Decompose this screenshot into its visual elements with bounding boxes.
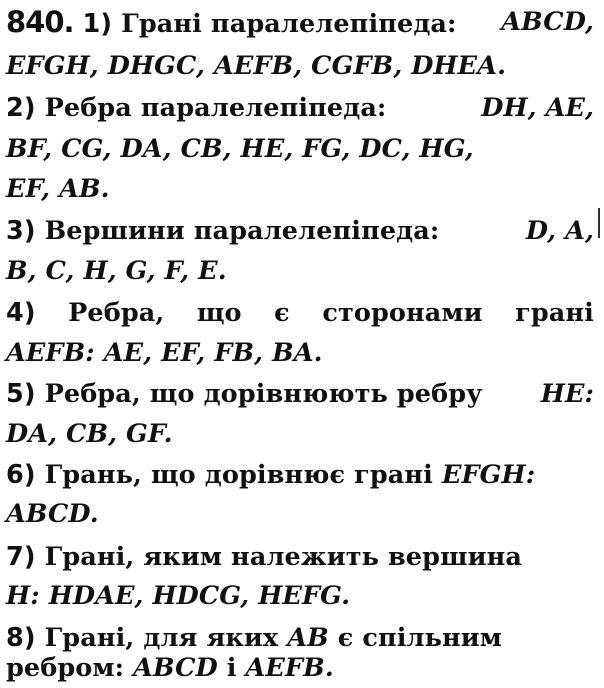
item-2-text: Ребра паралелепіпеда: (44, 93, 387, 123)
line-1 (6, 2, 594, 42)
item-2-answer-a: DH, AE, (481, 93, 594, 123)
item-3-answer-a: D, A, (525, 216, 594, 246)
item-5-lead (6, 374, 483, 414)
item-2-answer-b: BF, CG, DA, CB, HE, FG, DC, HG, (6, 134, 474, 164)
item-1-answer-a: ABCD, (501, 7, 594, 37)
problem-number: 840. (6, 5, 74, 39)
line-8 (6, 293, 594, 333)
item-8-text: Грані, для яких (44, 623, 279, 653)
line-5 (6, 169, 110, 209)
item-6-label: 6) (6, 460, 36, 490)
item-8-answer-b: AEFB. (245, 653, 334, 683)
item-7-label: 7) (6, 542, 36, 572)
line-14 (6, 537, 522, 577)
item-7-answer: HDAE, HDCG, HEFG. (48, 581, 351, 611)
item-4-word-3: є (274, 298, 290, 328)
item-3-label: 3) (6, 216, 36, 246)
item-5-edge-name: HE: (540, 379, 594, 409)
item-6-face-name: EFGH: (441, 460, 536, 490)
item-4-word-1: Ребра, (68, 298, 165, 328)
line-4 (6, 129, 594, 169)
line-7 (6, 251, 227, 291)
item-1-answer-b: EFGH, DHGC, AEFB, CGFB, DHEA. (6, 51, 507, 81)
item-5-answer: DA, CB, GF. (6, 419, 173, 449)
item-4-word-4: сторонами (322, 298, 483, 328)
item-4-label: 4) (6, 298, 36, 328)
line-12 (6, 455, 535, 495)
line-3 (6, 88, 594, 128)
line-17 (6, 648, 334, 688)
line-6 (6, 211, 594, 251)
item-4-word-5: грані (515, 298, 594, 328)
item-1-label: 1) (82, 9, 113, 39)
line-11 (6, 414, 173, 454)
item-6-text: Грань, що дорівнює грані (44, 460, 433, 490)
item-8-answer-a: ABCD (133, 653, 218, 683)
item-1-lead (6, 2, 457, 42)
item-8-conj: і (226, 653, 237, 683)
line-10 (6, 374, 594, 414)
scan-edge-mark (598, 208, 600, 238)
item-4-answer: AE, EF, FB, BA. (103, 338, 323, 368)
line-2 (6, 46, 506, 86)
item-8-line2-text: ребром: (6, 653, 125, 683)
line-15 (6, 576, 350, 616)
item-4-word-2: що (196, 298, 242, 328)
item-1-text: Грані паралелепіпеда: (121, 9, 457, 39)
item-3-lead (6, 211, 439, 251)
item-6-answer: ABCD. (6, 499, 99, 529)
item-8-label: 8) (6, 623, 36, 653)
item-4-face-name: AEFB: (6, 338, 95, 368)
item-2-lead (6, 88, 386, 128)
item-8-edge: AB (287, 623, 329, 653)
line-9 (6, 333, 323, 373)
item-7-text: Грані, яким належить вершина (44, 542, 522, 572)
item-3-text: Вершини паралелепіпеда: (44, 216, 440, 246)
item-3-answer-b: B, C, H, G, F, E. (6, 256, 227, 286)
item-2-answer-c: EF, AB. (6, 174, 110, 204)
line-13 (6, 494, 99, 534)
item-2-label: 2) (6, 93, 36, 123)
item-7-vertex-name: H: (6, 581, 40, 611)
item-8-text-2: є спільним (337, 623, 503, 653)
item-5-label: 5) (6, 379, 36, 409)
item-5-text: Ребра, що дорівнюють ребру (44, 379, 483, 409)
